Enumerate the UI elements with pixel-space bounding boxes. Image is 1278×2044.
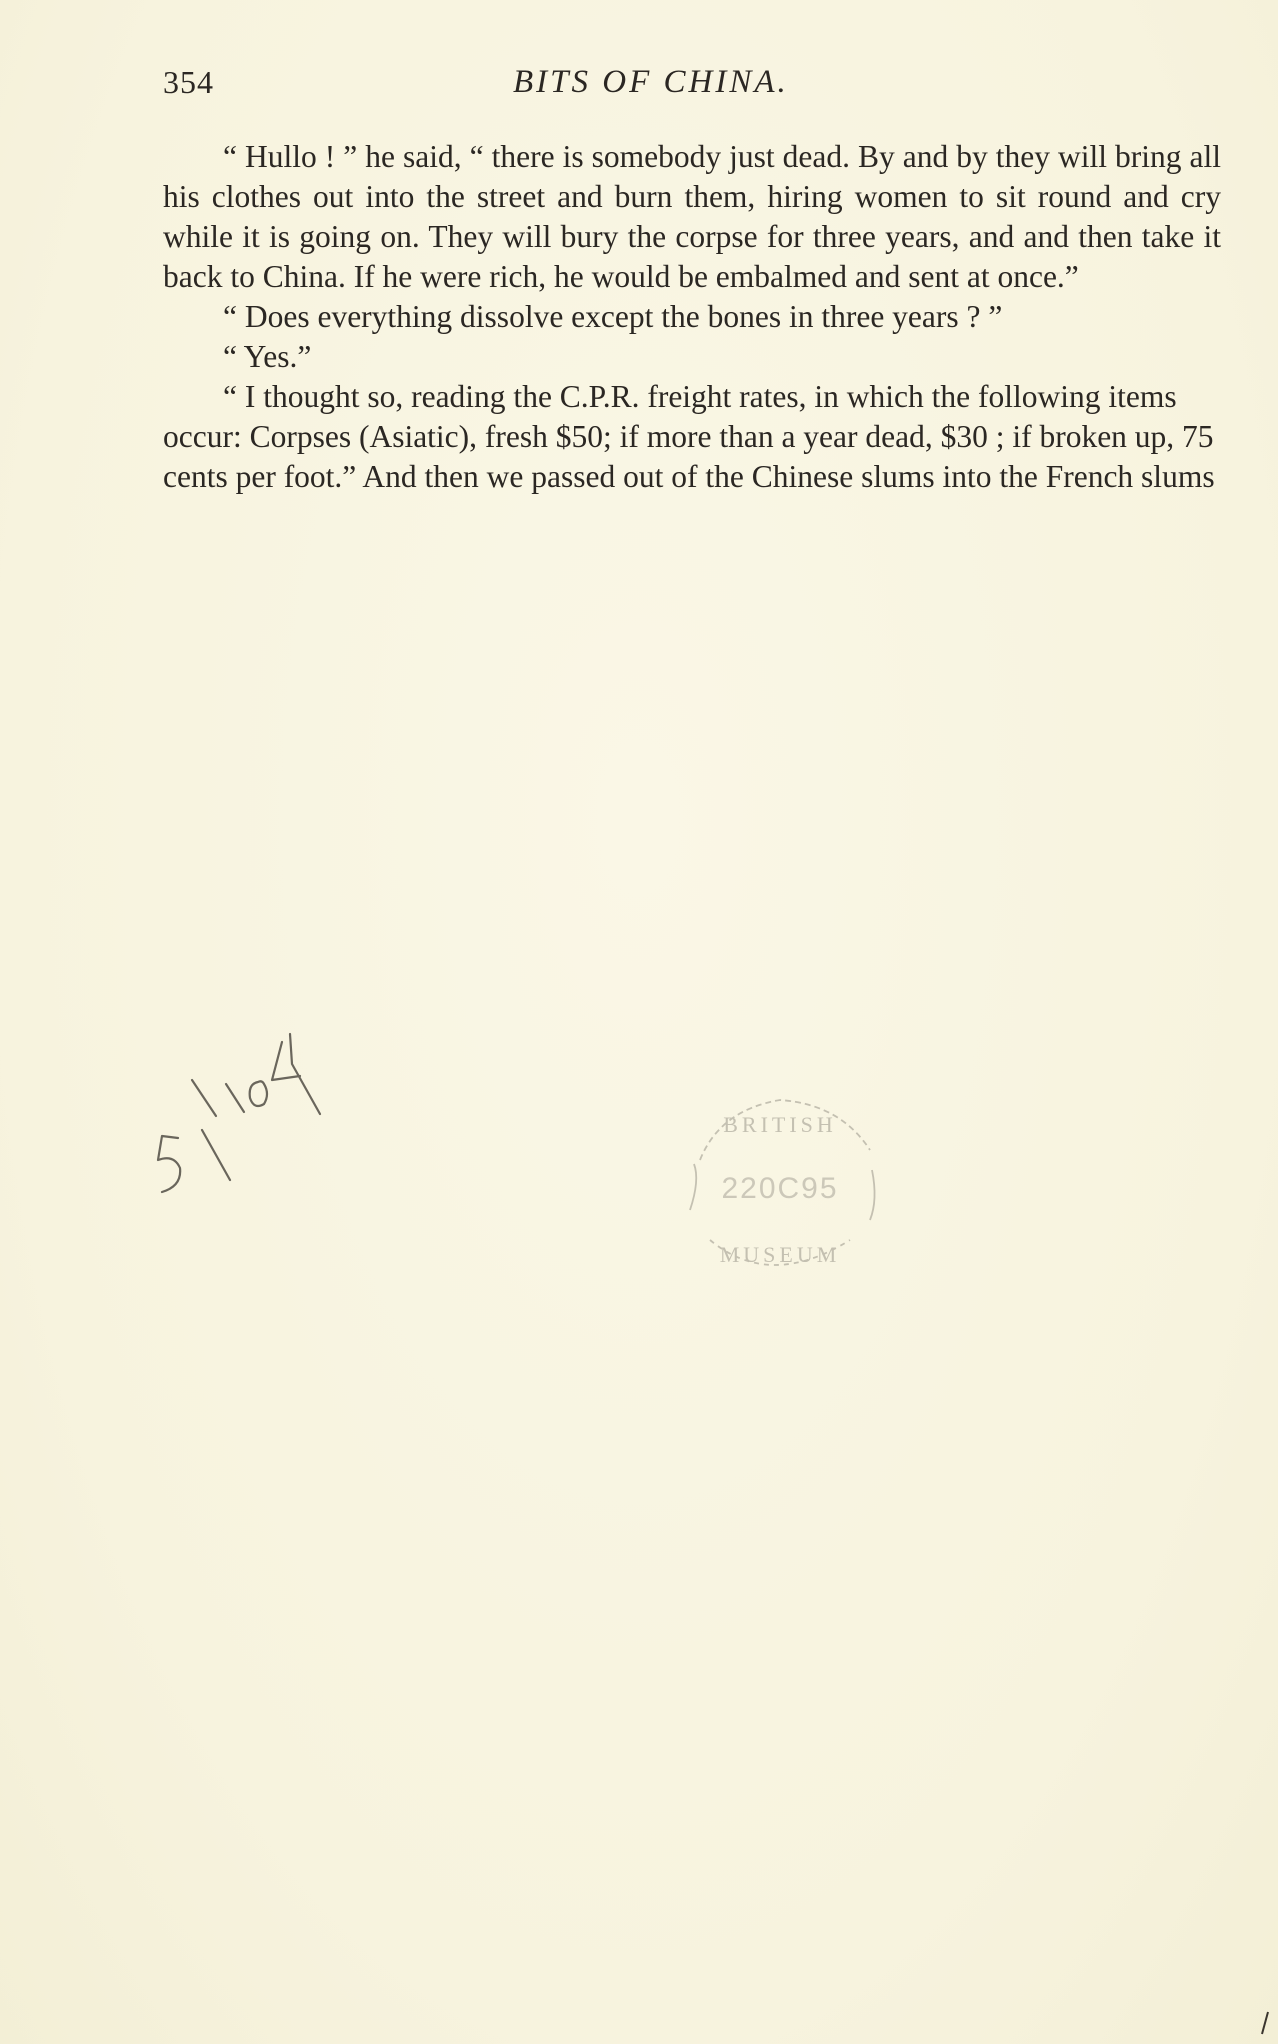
page-number: 354 <box>163 64 214 100</box>
paragraph-yes: “ Yes.” <box>223 339 312 374</box>
handwritten-shelfmark-icon <box>140 1020 420 1220</box>
running-title: BITS OF CHINA. <box>513 64 789 100</box>
paragraph-dissolve-question: “ Does everything dissolve except the bones in three years ? ” <box>223 299 1003 334</box>
paragraph-freight-rates: “ I thought so, reading the C.P.R. freight rates, in which the following items occur: Corpses (Asiatic), fresh $50; if more than a year dead, $30 ; if broken up, 75 cents per foot.” And then we passed out of the Chinese slums into the French slums <box>163 379 1215 494</box>
body-text <box>163 137 1221 497</box>
stamp-top-text: BRITISH <box>723 1112 837 1137</box>
stamp-number: 220C95 <box>721 1172 839 1205</box>
library-stamp-icon <box>660 1080 900 1290</box>
stamp-bottom-text: MUSEUM <box>719 1242 841 1267</box>
corner-mark-icon <box>1258 2010 1272 2036</box>
paragraph-hullo: “ Hullo ! ” he said, “ there is somebody just dead. By and by they will bring all his clothes out into the street and burn them, hiring women to sit round and cry while it is going on. They will bury the corpse for three years, and and then take it back to China. If he were rich, he would be embalmed and sent at once.” <box>163 139 1221 294</box>
page-header <box>163 60 1221 110</box>
